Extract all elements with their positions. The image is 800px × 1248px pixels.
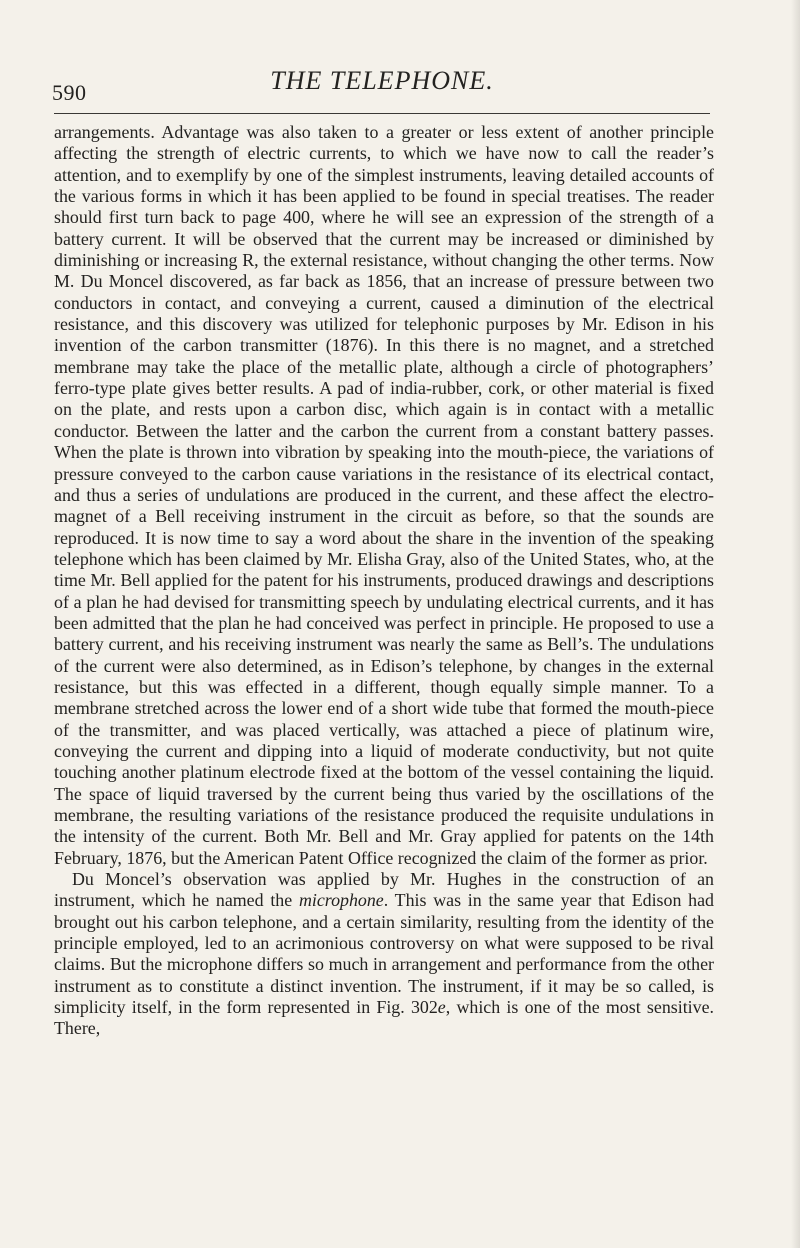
- paragraph-2-text-c: , which is one of the most sensitive. There,: [54, 997, 714, 1039]
- paragraph-2-text-b: . This was in the same year that Edison had brought out his carbon telephone, and a certain similarity, resulting from the identity of the principle employed, led to an acrimonious controversy on what were supposed to be rival claims. But the microphone differs so much in arrangement and performance from the other instrument as to constitute a distinct invention. The instrument, if it may be so called, is simplicity itself, in the form represented in Fig. 302: [54, 890, 714, 1018]
- paragraph-1: arrangements. Advantage was also taken to a greater or less extent of another principle affecting the strength of electric currents, to which we have now to call the reader’s attention, and to exemplify by one of the simplest instruments, leaving detailed accounts of the various forms in which it has been applied to be found in special treatises. The reader should first turn back to page 400, where he will see an expression of the strength of a battery current. It will be observed that the current may be increased or diminished by diminishing or increasing R, the external resistance, without changing the other terms. Now M. Du Moncel discovered, as far back as 1856, that an increase of pressure between two conductors in contact, and conveying a current, caused a diminution of the electrical resistance, and this discovery was utilized for telephonic purposes by Mr. Edison in his invention of the carbon transmitter (1876). In this there is no magnet, and a stretched membrane may take the place of the metallic plate, although a circle of photographers’ ferro-type plate gives better results. A pad of india-rubber, cork, or other material is fixed on the plate, and rests upon a carbon disc, which again is in contact with a metallic conductor. Between the latter and the carbon the current from a constant battery passes. When the plate is thrown into vibration by speaking into the mouth-piece, the variations of pressure conveyed to the carbon cause variations in the resistance of its electrical contact, and thus a series of undulations are produced in the current, and these affect the electro-magnet of a Bell receiving instrument in the circuit as before, so that the sounds are reproduced. It is now time to say a word about the share in the invention of the speaking telephone which has been claimed by Mr. Elisha Gray, also of the United States, who, at the time Mr. Bell applied for the patent for his instruments, produced drawings and descriptions of a plan he had devised for transmitting speech by undulating electrical currents, and it has been admitted that the plan he had conceived was perfect in principle. He proposed to use a battery current, and his receiving instrument was nearly the same as Bell’s. The undulations of the current were also determined, as in Edison’s telephone, by changes in the external resistance, but this was effected in a different, though equally simple manner. To a membrane stretched across the lower end of a short wide tube that formed the mouth-piece of the transmitter, and was placed vertically, was attached a piece of platinum wire, conveying the current and dipping into a liquid of moderate conductivity, but not quite touching another platinum electrode fixed at the bottom of the vessel containing the liquid. The space of liquid traversed by the current being thus varied by the oscillations of the membrane, the resulting variations of the resistance produced the requisite undulations in the intensity of the current. Both Mr. Bell and Mr. Gray applied for patents on the 14th February, 1876, but the American Patent Office recognized the claim of the former as prior.: [54, 122, 714, 868]
- page-number: 590: [52, 80, 87, 105]
- paragraph-2: [54, 869, 714, 1040]
- page-edge-shadow: [791, 0, 800, 1248]
- header-rule: [54, 113, 710, 114]
- term-microphone: microphone: [298, 890, 384, 911]
- body-text: [54, 122, 714, 1040]
- paragraph-2-text-a: Du Moncel’s observation was applied by Mr. Hughes in the construction of an instrument, which he named the: [54, 869, 714, 911]
- running-title: THE TELEPHONE.: [270, 66, 494, 95]
- page-header: [52, 66, 712, 106]
- figure-letter: e: [437, 997, 446, 1018]
